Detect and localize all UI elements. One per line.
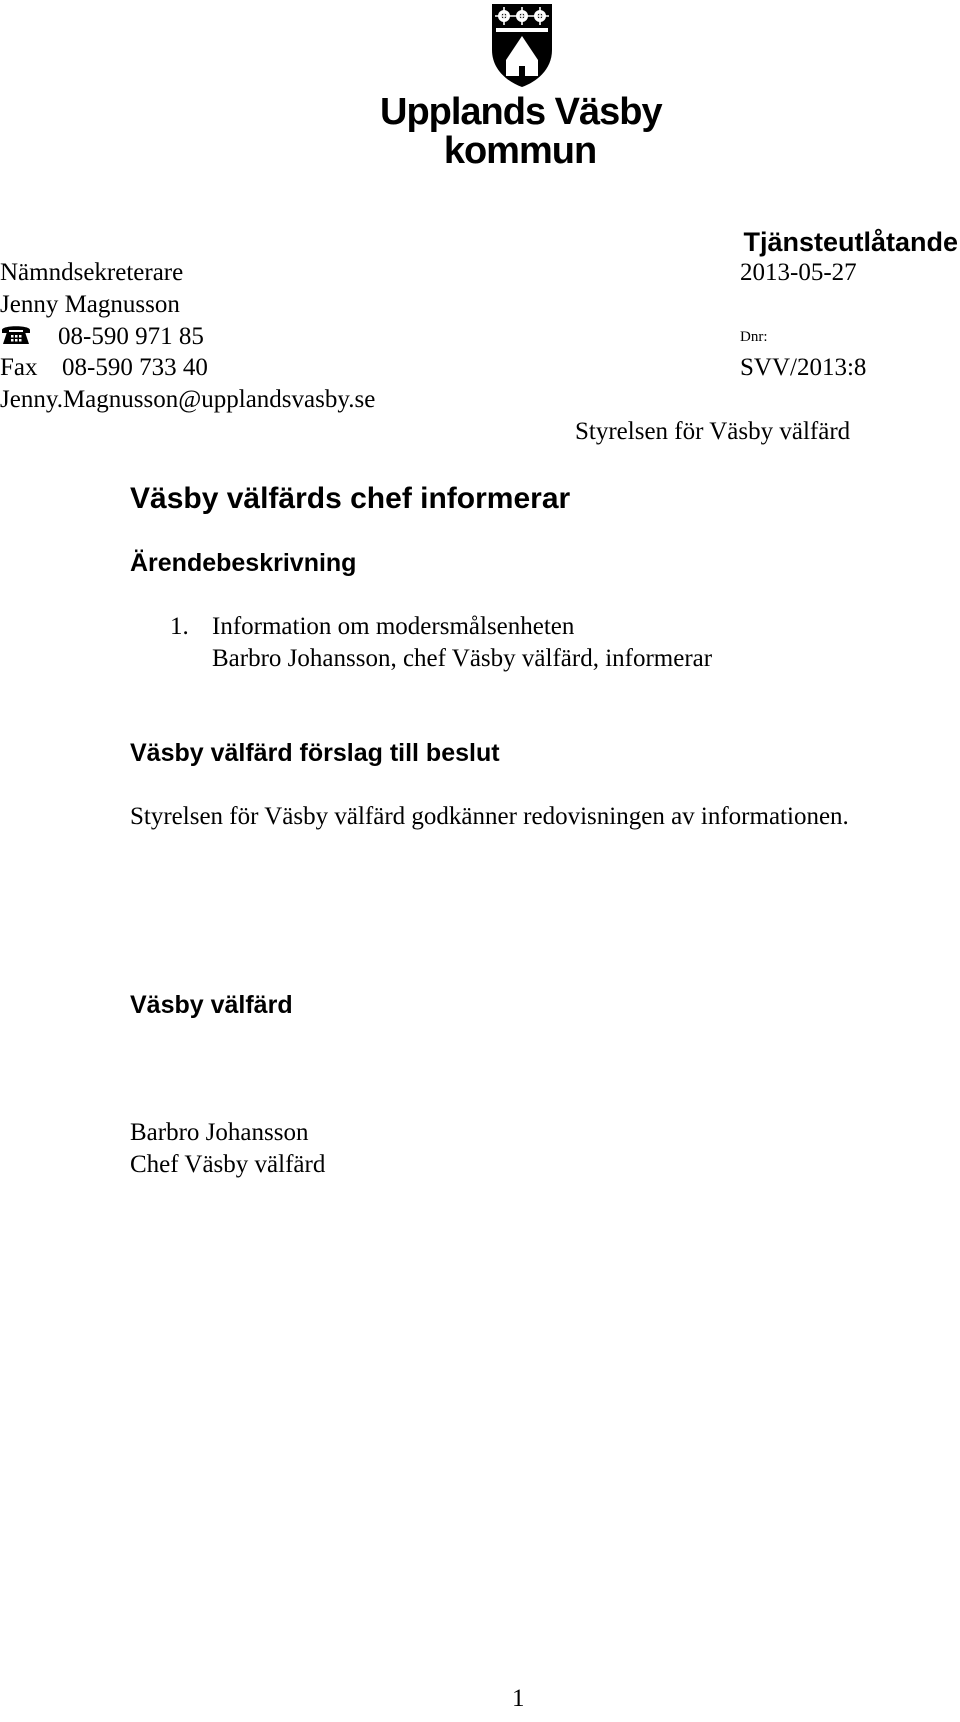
- signature-role: Chef Väsby välfärd: [130, 1151, 326, 1178]
- sender-name: Jenny Magnusson: [0, 291, 180, 318]
- page-number: 1: [512, 1685, 525, 1712]
- sender-title: Nämndsekreterare: [0, 259, 184, 286]
- dnr-value: SVV/2013:8: [740, 354, 867, 381]
- proposal-text: Styrelsen för Väsby välfärd godkänner redovisningen av informationen.: [130, 803, 849, 830]
- signature-org: Väsby välfärd: [130, 991, 293, 1019]
- dnr-label: Dnr:: [740, 329, 768, 345]
- sender-email[interactable]: Jenny.Magnusson@upplandsvasby.se: [0, 386, 376, 413]
- document-type: Tjänsteutlåtande: [743, 227, 958, 257]
- fax-label: Fax: [0, 354, 38, 381]
- list-item-number: 1.: [170, 613, 189, 640]
- list-item-title: Information om modersmålsenheten: [212, 613, 575, 640]
- sender-phone: 08-590 971 85: [58, 323, 204, 350]
- page-title: Väsby välfärds chef informerar: [130, 482, 571, 515]
- document-date: 2013-05-27: [740, 259, 857, 286]
- sender-fax: 08-590 733 40: [62, 354, 208, 381]
- municipality-logo: [380, 0, 660, 175]
- list-item-detail: Barbro Johansson, chef Väsby välfärd, informerar: [212, 645, 713, 672]
- logo-subtitle: kommun: [443, 130, 597, 172]
- coat-of-arms-icon: [490, 2, 554, 88]
- section-heading-description: Ärendebeskrivning: [130, 549, 357, 577]
- logo-name: Upplands Väsby: [380, 91, 662, 133]
- recipient: Styrelsen för Väsby välfärd: [575, 418, 851, 445]
- telephone-icon: [0, 322, 32, 346]
- signature-name: Barbro Johansson: [130, 1119, 309, 1146]
- section-heading-proposal: Väsby välfärd förslag till beslut: [130, 739, 500, 767]
